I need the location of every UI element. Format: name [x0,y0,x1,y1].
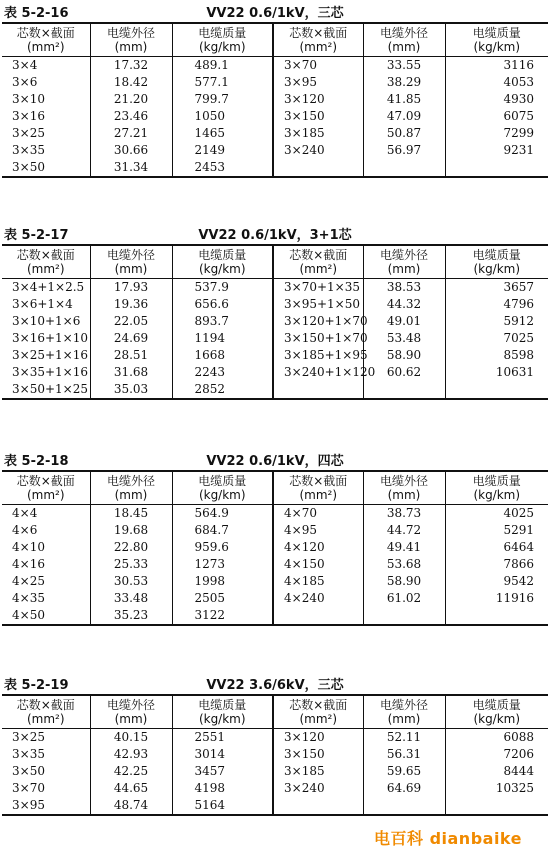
cell-diameter: 17.32 [90,57,172,75]
table-row [2,797,548,815]
cell-spec: 3×25+1×16 [2,347,90,364]
cell-mass: 959.6 [172,539,273,556]
cell-diameter: 19.36 [90,296,172,313]
table-row [2,590,548,607]
header-spec-line: (mm²) [299,712,338,726]
header-diameter-line: 电缆外径 [106,248,155,262]
header-mass-line: (kg/km) [198,488,246,502]
header-spec-line: 芯数×截面 [16,248,75,262]
table-row [2,539,548,556]
cell-mass: 7866 [503,557,534,571]
table-row [2,296,548,313]
header-spec-line: 芯数×截面 [16,698,75,712]
header-row [2,23,548,57]
header-mass [445,245,548,279]
cell-mass: 1273 [172,556,273,573]
cell-spec: 3×6+1×4 [2,296,90,313]
header-mass-line: 电缆质量 [472,26,521,40]
table-section [0,0,550,178]
cell-spec: 3×50 [2,763,90,780]
cell-mass: 5291 [503,523,534,537]
cell-diameter: 56.97 [363,142,445,159]
table-row [2,505,548,523]
cell-mass: 4025 [503,506,534,520]
table-row [2,142,548,159]
cell-spec: 3×150 [273,746,363,763]
table-caption [0,0,550,22]
header-diameter-line: (mm) [387,262,421,276]
header-spec-line: (mm²) [299,262,338,276]
cell-mass [445,797,548,815]
cell-spec: 3×185 [273,125,363,142]
cell-spec: 3×25 [2,125,90,142]
table-number: 表 5-2-19 [4,678,69,693]
header-spec-line: (mm²) [299,488,338,502]
header-mass-line: (kg/km) [198,712,246,726]
header-spec-line: (mm²) [26,40,65,54]
cell-diameter: 49.01 [363,313,445,330]
cell-mass: 2852 [172,381,273,399]
cell-mass: 2149 [172,142,273,159]
header-diameter [363,471,445,505]
header-mass-line: (kg/km) [198,40,246,54]
cell-spec [273,607,363,625]
header-diameter [90,23,172,57]
cell-mass: 1668 [172,347,273,364]
table-row [2,556,548,573]
cell-mass: 8444 [503,764,534,778]
cell-diameter: 33.48 [90,590,172,607]
cell-mass: 537.9 [172,279,273,297]
cell-mass: 799.7 [172,91,273,108]
table-caption [0,672,550,694]
header-spec [2,471,90,505]
table-title: VV22 0.6/1kV，四芯 [206,454,344,469]
table-row [2,159,548,177]
cell-spec: 4×25 [2,573,90,590]
header-mass-line: (kg/km) [473,262,521,276]
cell-mass: 1465 [172,125,273,142]
cell-mass: 10631 [495,365,534,379]
header-spec [2,245,90,279]
header-spec [273,23,363,57]
header-diameter-line: 电缆外径 [379,26,428,40]
cell-diameter: 27.21 [90,125,172,142]
cell-diameter: 33.55 [363,57,445,75]
cell-diameter: 35.23 [90,607,172,625]
header-spec-line: 芯数×截面 [16,26,75,40]
header-mass-line: 电缆质量 [198,698,247,712]
header-mass [445,23,548,57]
table-row [2,330,548,347]
cell-spec: 3×16 [2,108,90,125]
cell-diameter: 42.25 [90,763,172,780]
header-row [2,245,548,279]
cell-spec [273,381,363,399]
cell-spec: 3×70 [273,57,363,75]
header-diameter-line: 电缆外径 [379,698,428,712]
table-row [2,91,548,108]
cell-spec: 3×120+1×70 [273,313,363,330]
cell-mass: 2551 [172,729,273,747]
table-row [2,607,548,625]
table-row [2,729,548,747]
cell-mass: 564.9 [172,505,273,523]
header-diameter-line: 电缆外径 [379,248,428,262]
header-diameter-line: (mm) [387,712,421,726]
header-diameter [90,695,172,729]
cell-spec: 3×70 [2,780,90,797]
cell-diameter: 53.48 [363,330,445,347]
cell-spec: 4×95 [273,522,363,539]
header-mass [172,695,273,729]
table-number: 表 5-2-18 [4,454,69,469]
header-mass [172,245,273,279]
table-row [2,108,548,125]
cell-mass: 3014 [172,746,273,763]
table-row [2,364,548,381]
header-diameter-line: (mm) [387,40,421,54]
cell-spec: 4×240 [273,590,363,607]
cell-spec: 3×95 [273,74,363,91]
cell-spec: 3×240 [273,142,363,159]
cell-spec: 4×16 [2,556,90,573]
cell-diameter: 41.85 [363,91,445,108]
table-row [2,125,548,142]
header-mass-line: 电缆质量 [472,248,521,262]
cell-mass: 4198 [172,780,273,797]
cell-diameter: 60.62 [363,364,445,381]
header-mass [172,23,273,57]
cell-spec: 3×150 [273,108,363,125]
cell-diameter: 56.31 [363,746,445,763]
table-section [0,672,550,816]
header-diameter [363,695,445,729]
watermark-logo: 电百科 dianbaike [374,829,522,848]
header-spec-line: (mm²) [26,712,65,726]
cable-spec-table [2,244,548,400]
cable-spec-table [2,22,548,178]
cell-diameter: 64.69 [363,780,445,797]
cell-mass: 9542 [503,574,534,588]
table-row [2,313,548,330]
cell-mass [445,607,548,625]
cell-diameter [363,381,445,399]
cell-mass: 1194 [172,330,273,347]
cell-diameter: 47.09 [363,108,445,125]
header-mass-line: (kg/km) [473,488,521,502]
header-mass-line: 电缆质量 [472,698,521,712]
cell-mass: 4053 [503,75,534,89]
cell-diameter: 50.87 [363,125,445,142]
cell-spec: 3×185 [273,763,363,780]
header-spec-line: 芯数×截面 [16,474,75,488]
header-diameter-line: 电缆外径 [379,474,428,488]
table-row [2,780,548,797]
cell-spec: 3×50+1×25 [2,381,90,399]
cell-spec: 4×6 [2,522,90,539]
table-row [2,522,548,539]
header-mass-line: (kg/km) [473,712,521,726]
cable-spec-table [2,470,548,626]
cell-mass: 10325 [495,781,534,795]
header-diameter-line: (mm) [114,488,148,502]
cell-spec: 3×35 [2,142,90,159]
cell-diameter: 23.46 [90,108,172,125]
cell-spec: 4×35 [2,590,90,607]
cell-diameter: 28.51 [90,347,172,364]
cell-mass: 2243 [172,364,273,381]
cell-spec: 3×95+1×50 [273,296,363,313]
cell-spec: 3×70+1×35 [273,279,363,297]
header-spec-line: (mm²) [26,262,65,276]
cell-spec: 3×10+1×6 [2,313,90,330]
cell-mass: 6088 [503,730,534,744]
cell-mass: 2453 [172,159,273,177]
cell-mass: 7206 [503,747,534,761]
table-title: VV22 0.6/1kV，三芯 [206,6,344,21]
table-caption [0,222,550,244]
cell-spec: 3×240 [273,780,363,797]
cell-spec: 4×70 [273,505,363,523]
header-diameter-line: (mm) [387,488,421,502]
cell-mass: 489.1 [172,57,273,75]
header-diameter-line: (mm) [114,262,148,276]
cell-diameter: 44.32 [363,296,445,313]
header-mass [445,471,548,505]
header-diameter-line: (mm) [114,40,148,54]
cell-spec: 3×120 [273,91,363,108]
header-row [2,695,548,729]
table-row [2,279,548,297]
header-diameter [363,23,445,57]
header-diameter [90,471,172,505]
header-diameter-line: 电缆外径 [106,698,155,712]
header-mass-line: 电缆质量 [472,474,521,488]
cell-diameter: 42.93 [90,746,172,763]
cell-mass: 3116 [503,58,534,72]
cell-mass [445,159,548,177]
cell-spec: 3×185+1×95 [273,347,363,364]
cell-spec: 4×50 [2,607,90,625]
cell-diameter: 17.93 [90,279,172,297]
cell-mass: 5912 [503,314,534,328]
cell-mass: 577.1 [172,74,273,91]
cell-spec: 4×185 [273,573,363,590]
cell-spec: 3×150+1×70 [273,330,363,347]
header-diameter-line: 电缆外径 [106,26,155,40]
cell-spec: 3×95 [2,797,90,815]
header-row [2,471,548,505]
cell-diameter: 24.69 [90,330,172,347]
cell-diameter [363,607,445,625]
cell-mass: 656.6 [172,296,273,313]
cell-diameter: 18.45 [90,505,172,523]
cell-diameter: 49.41 [363,539,445,556]
header-spec [273,471,363,505]
header-spec-line: 芯数×截面 [289,698,348,712]
cell-mass: 1998 [172,573,273,590]
header-mass-line: (kg/km) [473,40,521,54]
cell-mass: 684.7 [172,522,273,539]
cell-diameter: 30.53 [90,573,172,590]
header-spec-line: 芯数×截面 [289,248,348,262]
cell-diameter: 40.15 [90,729,172,747]
cell-mass: 893.7 [172,313,273,330]
header-spec [273,695,363,729]
cell-mass: 1050 [172,108,273,125]
cable-spec-table [2,694,548,816]
cell-diameter: 44.65 [90,780,172,797]
cell-spec: 3×16+1×10 [2,330,90,347]
cell-spec: 3×120 [273,729,363,747]
cell-diameter: 52.11 [363,729,445,747]
cell-spec: 3×35+1×16 [2,364,90,381]
header-diameter-line: (mm) [114,712,148,726]
cell-diameter: 58.90 [363,347,445,364]
cell-diameter: 53.68 [363,556,445,573]
header-mass [445,695,548,729]
cell-spec: 3×4 [2,57,90,75]
cell-spec: 3×240+1×120 [273,364,363,381]
cell-diameter: 48.74 [90,797,172,815]
cell-spec: 4×4 [2,505,90,523]
table-row [2,57,548,75]
cell-spec: 4×10 [2,539,90,556]
cell-spec: 3×6 [2,74,90,91]
table-row [2,74,548,91]
header-spec-line: 芯数×截面 [289,474,348,488]
header-spec [2,695,90,729]
table-title: VV22 0.6/1kV，3+1芯 [198,228,352,243]
table-section [0,448,550,626]
cell-mass: 3457 [172,763,273,780]
cell-diameter: 58.90 [363,573,445,590]
cell-spec: 3×50 [2,159,90,177]
header-spec-line: 芯数×截面 [289,26,348,40]
cell-mass: 8598 [503,348,534,362]
header-spec [273,245,363,279]
cell-mass: 3657 [503,280,534,294]
cell-mass: 7299 [503,126,534,140]
cell-spec: 3×35 [2,746,90,763]
header-mass-line: 电缆质量 [198,474,247,488]
cell-mass: 6075 [503,109,534,123]
cell-diameter: 61.02 [363,590,445,607]
table-row [2,381,548,399]
cell-diameter: 25.33 [90,556,172,573]
header-spec-line: (mm²) [299,40,338,54]
header-spec-line: (mm²) [26,488,65,502]
cell-diameter: 22.80 [90,539,172,556]
cell-mass: 7025 [503,331,534,345]
cell-spec: 3×10 [2,91,90,108]
table-row [2,763,548,780]
cell-mass: 5164 [172,797,273,815]
cell-mass: 4930 [503,92,534,106]
cell-mass: 3122 [172,607,273,625]
cell-mass: 9231 [503,143,534,157]
cell-diameter: 38.53 [363,279,445,297]
header-mass-line: (kg/km) [198,262,246,276]
cell-diameter: 21.20 [90,91,172,108]
cell-mass: 2505 [172,590,273,607]
cell-mass: 4796 [503,297,534,311]
table-row [2,347,548,364]
cell-diameter: 38.29 [363,74,445,91]
cell-spec: 3×4+1×2.5 [2,279,90,297]
cell-diameter: 22.05 [90,313,172,330]
cell-spec: 4×150 [273,556,363,573]
cell-spec [273,159,363,177]
cell-spec: 4×120 [273,539,363,556]
cell-diameter [363,159,445,177]
table-number: 表 5-2-16 [4,6,69,21]
cell-diameter: 30.66 [90,142,172,159]
cell-diameter: 59.65 [363,763,445,780]
cell-diameter: 19.68 [90,522,172,539]
cell-mass: 11916 [495,591,534,605]
cell-mass [445,381,548,399]
cell-diameter: 31.34 [90,159,172,177]
table-title: VV22 3.6/6kV，三芯 [206,678,344,693]
header-mass [172,471,273,505]
header-mass-line: 电缆质量 [198,248,247,262]
header-diameter [90,245,172,279]
cell-diameter: 35.03 [90,381,172,399]
table-section [0,222,550,400]
cell-diameter [363,797,445,815]
cell-mass: 6464 [503,540,534,554]
cell-spec: 3×25 [2,729,90,747]
header-mass-line: 电缆质量 [198,26,247,40]
table-number: 表 5-2-17 [4,228,69,243]
header-diameter-line: 电缆外径 [106,474,155,488]
header-spec [2,23,90,57]
header-diameter [363,245,445,279]
table-row [2,573,548,590]
cell-diameter: 38.73 [363,505,445,523]
cell-diameter: 18.42 [90,74,172,91]
cell-diameter: 31.68 [90,364,172,381]
cell-spec [273,797,363,815]
cell-diameter: 44.72 [363,522,445,539]
table-caption [0,448,550,470]
table-row [2,746,548,763]
